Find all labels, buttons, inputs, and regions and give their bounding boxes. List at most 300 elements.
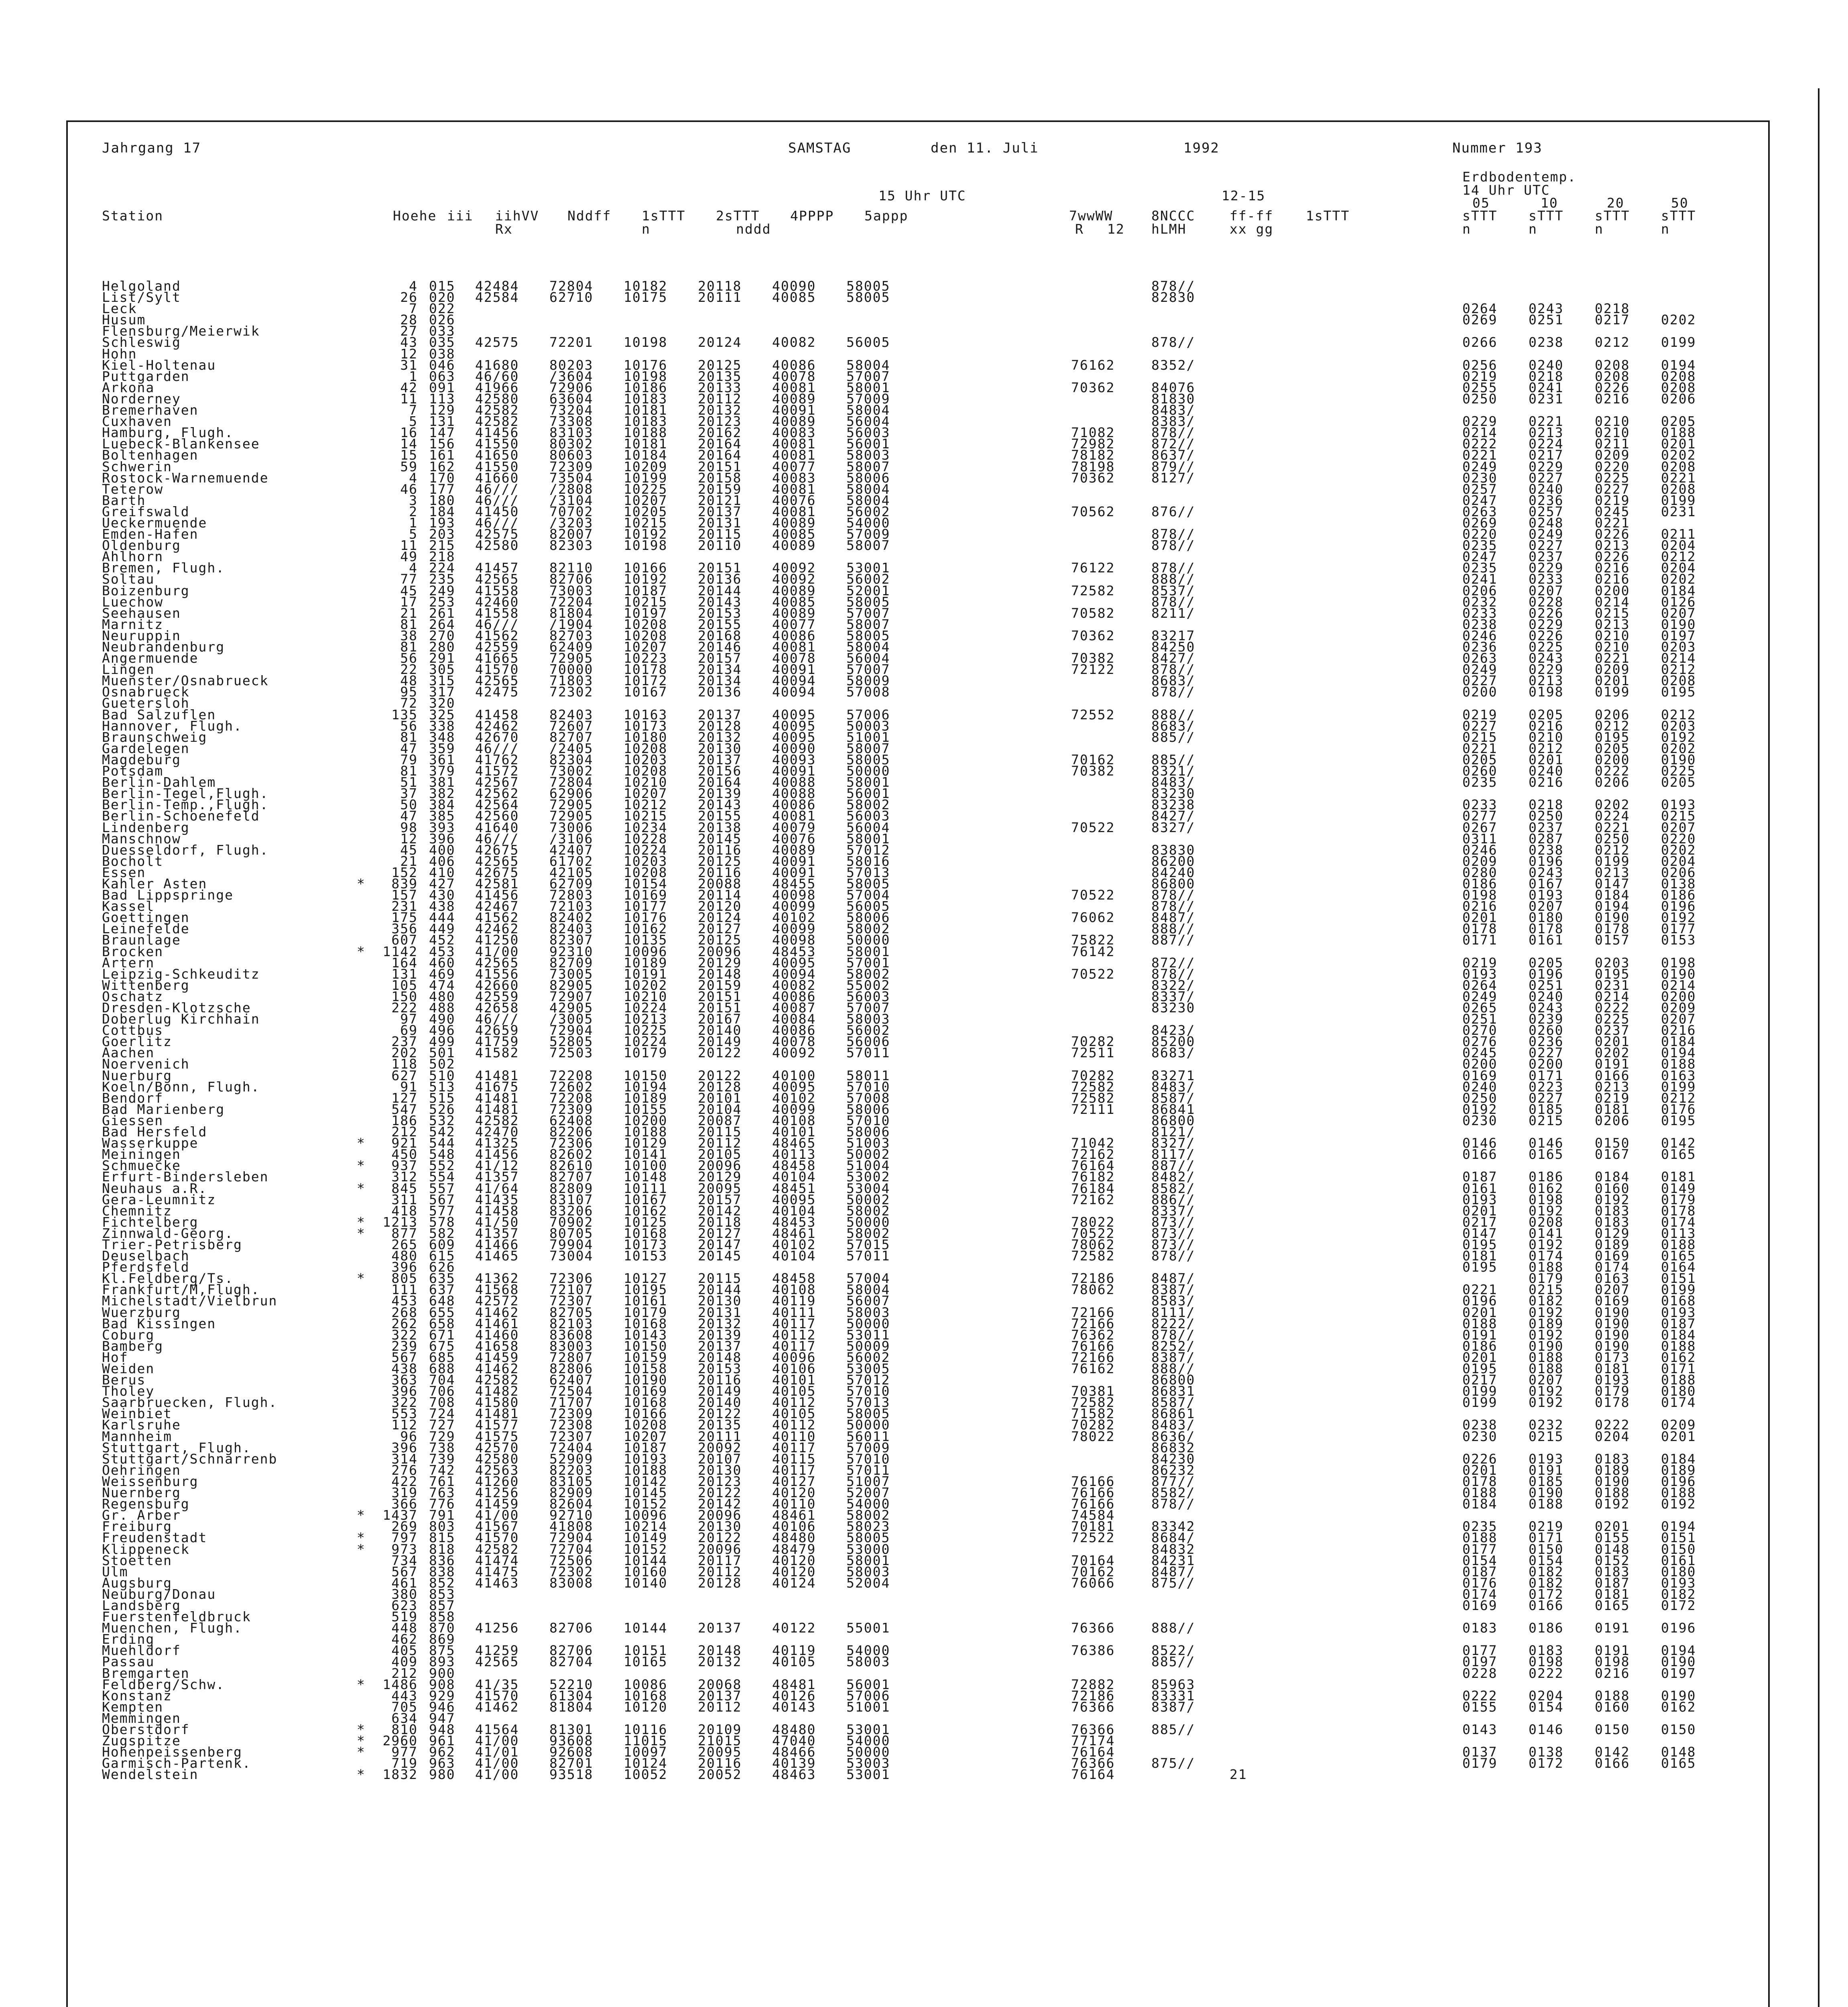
group-5appp: 56002 xyxy=(846,1022,890,1038)
group-1sttt: 10158 xyxy=(624,1361,668,1376)
station-id: 724 xyxy=(429,1406,455,1422)
soil-50: 0199 xyxy=(1661,492,1696,508)
group-2sttt: 20157 xyxy=(698,1191,742,1207)
soil-20: 0178 xyxy=(1595,921,1630,937)
table-row xyxy=(68,1563,1768,1580)
station-name: Bremgarten xyxy=(102,1665,190,1681)
group-nddff: 92608 xyxy=(549,1744,594,1760)
group-7wwww: 76366 xyxy=(1071,1699,1115,1715)
group-2sttt: 20109 xyxy=(698,1722,742,1737)
station-id: 688 xyxy=(429,1361,455,1376)
soil-10: 0218 xyxy=(1529,368,1564,384)
col-soil-10: sTTT xyxy=(1529,208,1564,224)
station-id: 946 xyxy=(429,1699,455,1715)
group-4pppp: 40104 xyxy=(772,1169,816,1185)
soil-05: 0195 xyxy=(1462,1236,1498,1252)
group-4pppp: 48481 xyxy=(772,1676,816,1692)
soil-50: 0208 xyxy=(1661,368,1696,384)
soil-10: 0186 xyxy=(1529,1169,1564,1185)
station-id: 249 xyxy=(429,582,455,598)
group-4pppp: 40105 xyxy=(772,1654,816,1670)
group-2sttt: 20087 xyxy=(698,1112,742,1128)
group-8nccc: 86831 xyxy=(1151,1383,1195,1399)
soil-10: 0193 xyxy=(1529,887,1564,903)
soil-20: 0208 xyxy=(1595,357,1630,373)
group-8nccc: 888// xyxy=(1151,921,1195,937)
station-height: 157 xyxy=(391,887,418,903)
group-nddff: 72905 xyxy=(549,650,594,666)
soil-50: 0212 xyxy=(1661,662,1696,678)
station-id: 685 xyxy=(429,1349,455,1365)
soil-10: 0228 xyxy=(1529,594,1564,610)
group-nddff: 70702 xyxy=(549,503,594,519)
soil-50: 0207 xyxy=(1661,819,1696,835)
group-nddff: 72404 xyxy=(549,1439,594,1455)
group-8nccc: 887// xyxy=(1151,1158,1195,1174)
group-1sttt: 10183 xyxy=(624,391,668,407)
group-5appp: 57010 xyxy=(846,1112,890,1128)
soil-20: 0148 xyxy=(1595,1541,1630,1557)
table-row xyxy=(68,1329,1768,1341)
soil-05: 0166 xyxy=(1462,1146,1498,1162)
station-name: Leipzig-Schkeuditz xyxy=(102,966,260,982)
group-2sttt: 20146 xyxy=(698,639,742,655)
group-iihvv: 41/00 xyxy=(475,943,519,959)
soil-50: 0165 xyxy=(1661,1146,1696,1162)
group-7wwww: 70381 xyxy=(1071,1383,1115,1399)
group-4pppp: 40101 xyxy=(772,1124,816,1140)
group-nddff: 82704 xyxy=(549,1654,594,1670)
group-iihvv: 41461 xyxy=(475,1315,519,1331)
station-name: Nuernberg xyxy=(102,1485,181,1501)
group-iihvv: 42582 xyxy=(475,1372,519,1388)
group-2sttt: 20159 xyxy=(698,481,742,497)
group-8nccc: 8427/ xyxy=(1151,650,1195,666)
soil-05: 0205 xyxy=(1462,751,1498,767)
soil-20: 0199 xyxy=(1595,853,1630,869)
group-2sttt: 20148 xyxy=(698,1349,742,1365)
group-8nccc: 8583/ xyxy=(1151,1293,1195,1309)
group-8nccc: 84250 xyxy=(1151,639,1195,655)
station-name: Klippeneck xyxy=(102,1541,190,1557)
group-2sttt: 20132 xyxy=(698,729,742,745)
station-height: 443 xyxy=(391,1687,418,1704)
group-nddff: 93608 xyxy=(549,1733,594,1749)
group-7wwww: 76386 xyxy=(1071,1643,1115,1659)
station-height: 164 xyxy=(391,955,418,971)
group-2sttt: 20134 xyxy=(698,662,742,678)
station-name: Potsdam xyxy=(102,763,164,779)
soil-20: 0163 xyxy=(1595,1270,1630,1286)
station-name: Manschnow xyxy=(102,830,181,847)
group-8nccc: 878// xyxy=(1151,662,1195,678)
station-id: 502 xyxy=(429,1056,455,1072)
soil-20: 0190 xyxy=(1595,1304,1630,1320)
soil-20: 0192 xyxy=(1595,1191,1630,1207)
group-4pppp: 40089 xyxy=(772,605,816,621)
station-id: 615 xyxy=(429,1248,455,1264)
soil-10: 0240 xyxy=(1529,481,1564,497)
soil-05: 0245 xyxy=(1462,1045,1498,1061)
station-height: 322 xyxy=(391,1327,418,1343)
soil-20: 0219 xyxy=(1595,492,1630,508)
soil-50: 0203 xyxy=(1661,639,1696,655)
group-iihvv: 42575 xyxy=(475,526,519,542)
group-5appp: 58011 xyxy=(846,1067,890,1083)
station-name: Bocholt xyxy=(102,853,164,869)
station-height: 839 xyxy=(391,875,418,892)
station-height: 81 xyxy=(400,763,418,779)
station-name: Barth xyxy=(102,492,146,508)
group-iihvv: 41259 xyxy=(475,1643,519,1659)
station-name: Ahlhorn xyxy=(102,549,164,565)
group-5appp: 58001 xyxy=(846,774,890,790)
station-name: Bad Hersfeld xyxy=(102,1124,207,1140)
soil-50: 0195 xyxy=(1661,684,1696,700)
station-name: Kl.Feldberg/Ts. xyxy=(102,1270,234,1286)
soil-10: 0229 xyxy=(1529,458,1564,474)
soil-depth-05: 05 xyxy=(1472,195,1490,211)
station-height: 363 xyxy=(391,1372,418,1388)
group-1sttt: 10184 xyxy=(624,447,668,463)
station-id: 870 xyxy=(429,1620,455,1636)
soil-10: 0224 xyxy=(1529,436,1564,452)
group-1sttt: 10181 xyxy=(624,402,668,418)
group-4pppp: 40096 xyxy=(772,1349,816,1365)
group-iihvv: 42580 xyxy=(475,1451,519,1467)
group-nddff: 93518 xyxy=(549,1767,594,1783)
group-iihvv: 41325 xyxy=(475,1135,519,1151)
station-name: Weinbiet xyxy=(102,1406,172,1422)
group-5appp: 58007 xyxy=(846,616,890,632)
group-2sttt: 20122 xyxy=(698,1045,742,1061)
soil-05: 0186 xyxy=(1462,875,1498,892)
soil-50: 0190 xyxy=(1661,616,1696,632)
station-id: 635 xyxy=(429,1270,455,1286)
group-iihvv: 41462 xyxy=(475,1304,519,1320)
soil-50: 0214 xyxy=(1661,650,1696,666)
station-name: Husum xyxy=(102,312,146,328)
station-id: 410 xyxy=(429,864,455,880)
soil-50: 0165 xyxy=(1661,1755,1696,1771)
station-id: 480 xyxy=(429,988,455,1004)
soil-10: 0190 xyxy=(1529,1485,1564,1501)
group-nddff: 62407 xyxy=(549,1372,594,1388)
group-5appp: 52007 xyxy=(846,1485,890,1501)
group-1sttt: 10148 xyxy=(624,1169,668,1185)
soil-10: 0198 xyxy=(1529,1191,1564,1207)
soil-10: 0191 xyxy=(1529,1462,1564,1478)
soil-10: 0146 xyxy=(1529,1722,1564,1737)
group-4pppp: 40078 xyxy=(772,1034,816,1050)
soil-10: 0188 xyxy=(1529,1496,1564,1512)
group-nddff: 72302 xyxy=(549,1563,594,1580)
table-row xyxy=(68,1575,1768,1591)
soil-05: 0230 xyxy=(1462,1428,1498,1444)
table-row xyxy=(68,447,1768,463)
soil-10: 0237 xyxy=(1529,819,1564,835)
group-8nccc: 8582/ xyxy=(1151,1180,1195,1196)
group-8nccc: 8337/ xyxy=(1151,988,1195,1004)
soil-10: 0232 xyxy=(1529,1417,1564,1433)
soil-50: 0162 xyxy=(1661,1699,1696,1715)
group-nddff: 72201 xyxy=(549,334,594,350)
table-row xyxy=(68,1733,1768,1749)
station-id: 515 xyxy=(429,1090,455,1106)
station-name: Luechow xyxy=(102,594,164,610)
group-1sttt: 10199 xyxy=(624,470,668,486)
group-1sttt: 10086 xyxy=(624,1676,668,1692)
soil-05: 0206 xyxy=(1462,582,1498,598)
group-2sttt: 20115 xyxy=(698,526,742,542)
soil-20: 0210 xyxy=(1595,627,1630,643)
group-4pppp: 48458 xyxy=(772,1270,816,1286)
soil-20: 0250 xyxy=(1595,830,1630,847)
group-iihvv: 41256 xyxy=(475,1620,519,1636)
station-name: Wasserkuppe xyxy=(102,1135,199,1151)
table-row xyxy=(68,1081,1768,1093)
column-header xyxy=(68,164,1768,269)
station-height: 265 xyxy=(391,1236,418,1252)
soil-20: 0190 xyxy=(1595,1315,1630,1331)
station-id: 264 xyxy=(429,616,455,632)
station-name: Bremerhaven xyxy=(102,402,199,418)
group-8nccc: 885// xyxy=(1151,751,1195,767)
soil-20: 0187 xyxy=(1595,1575,1630,1591)
group-2sttt: 20159 xyxy=(698,977,742,993)
group-4pppp: 40120 xyxy=(772,1552,816,1568)
group-iihvv: 41570 xyxy=(475,662,519,678)
group-iihvv: 41/01 xyxy=(475,1744,519,1760)
group-iihvv: 46/// xyxy=(475,492,519,508)
soil-10: 0150 xyxy=(1529,1541,1564,1557)
group-nddff: 72607 xyxy=(549,718,594,734)
station-name: Hof xyxy=(102,1349,128,1365)
soil-20: 0190 xyxy=(1595,1327,1630,1343)
station-height: 56 xyxy=(400,718,418,734)
group-7wwww: 76164 xyxy=(1071,1767,1115,1783)
group-nddff: 72804 xyxy=(549,278,594,294)
table-row xyxy=(68,1755,1768,1771)
soil-05: 0195 xyxy=(1462,1361,1498,1376)
issue-number: Nummer 193 xyxy=(1452,140,1543,156)
station-name: Cuxhaven xyxy=(102,413,172,429)
station-name: Goerlitz xyxy=(102,1034,172,1050)
station-id: 180 xyxy=(429,492,455,508)
col-group5: 5appp xyxy=(864,208,909,224)
soil-05: 0179 xyxy=(1462,1755,1498,1771)
group-4pppp: 40089 xyxy=(772,842,816,858)
station-name: Deuselbach xyxy=(102,1248,190,1264)
group-nddff: 62906 xyxy=(549,786,594,802)
station-name: Bad Marienberg xyxy=(102,1101,225,1117)
soil-05: 0193 xyxy=(1462,966,1498,982)
station-name: Gera-Leumnitz xyxy=(102,1191,216,1207)
table-row xyxy=(68,1126,1768,1138)
station-height: 37 xyxy=(400,786,418,802)
group-5appp: 53001 xyxy=(846,1722,890,1737)
soil-10: 0193 xyxy=(1529,1451,1564,1467)
group-2sttt: 20162 xyxy=(698,425,742,441)
group-iihvv: 41481 xyxy=(475,1406,519,1422)
group-iihvv: 41466 xyxy=(475,1236,519,1252)
group-8nccc: 8636/ xyxy=(1151,1428,1195,1444)
soil-10: 0215 xyxy=(1529,1282,1564,1298)
group-4pppp: 40085 xyxy=(772,289,816,305)
soil-10: 0221 xyxy=(1529,413,1564,429)
soil-20: 0213 xyxy=(1595,537,1630,554)
group-iihvv: 41456 xyxy=(475,887,519,903)
group-1sttt: 10225 xyxy=(624,481,668,497)
station-id: 033 xyxy=(429,323,455,339)
mountain-flag: * xyxy=(357,1135,366,1151)
group-iihvv: 42565 xyxy=(475,1654,519,1670)
group-nddff: 83103 xyxy=(549,425,594,441)
group-iihvv: 42675 xyxy=(475,842,519,858)
group-8nccc: 8117/ xyxy=(1151,1146,1195,1162)
soil-05: 0257 xyxy=(1462,481,1498,497)
group-nddff: 82307 xyxy=(549,932,594,948)
soil-temp-title: Erdbodentemp. xyxy=(1462,169,1577,185)
station-height: 322 xyxy=(391,1394,418,1411)
station-name: Soltau xyxy=(102,571,155,587)
group-2sttt: 20138 xyxy=(698,819,742,835)
station-name: Neubrandenburg xyxy=(102,639,225,655)
soil-10: 0243 xyxy=(1529,301,1564,317)
group-1sttt: 10190 xyxy=(624,1372,668,1388)
group-5appp: 55002 xyxy=(846,977,890,993)
station-id: 548 xyxy=(429,1146,455,1162)
station-height: 311 xyxy=(391,1191,418,1207)
station-name: Pferdsfeld xyxy=(102,1259,190,1275)
table-row xyxy=(68,1746,1768,1758)
station-height: 1 xyxy=(409,515,418,531)
volume-label: Jahrgang 17 xyxy=(102,140,201,156)
table-row xyxy=(68,492,1768,508)
soil-50: 0194 xyxy=(1661,1518,1696,1535)
soil-05: 0219 xyxy=(1462,368,1498,384)
station-id: 803 xyxy=(429,1518,455,1535)
group-8nccc: 873// xyxy=(1151,1236,1195,1252)
table-row xyxy=(68,278,1768,294)
station-name: Helgoland xyxy=(102,278,181,294)
station-name: Feldberg/Schw. xyxy=(102,1676,225,1692)
group-5appp: 57008 xyxy=(846,1090,890,1106)
binding-rule xyxy=(1818,88,1820,2007)
group-nddff: 83008 xyxy=(549,1575,594,1591)
group-5appp: 57013 xyxy=(846,864,890,880)
group-iihvv: 41450 xyxy=(475,503,519,519)
soil-50: 0201 xyxy=(1661,1428,1696,1444)
soil-05: 0188 xyxy=(1462,1530,1498,1546)
group-1sttt: 10189 xyxy=(624,1090,668,1106)
station-id: 706 xyxy=(429,1383,455,1399)
soil-10: 0217 xyxy=(1529,447,1564,463)
soil-10: 0216 xyxy=(1529,718,1564,734)
soil-50: 0202 xyxy=(1661,312,1696,328)
group-2sttt: 20112 xyxy=(698,1699,742,1715)
soil-05: 0184 xyxy=(1462,1496,1498,1512)
table-row xyxy=(68,517,1768,529)
group-2sttt: 20096 xyxy=(698,1158,742,1174)
group-7wwww: 70162 xyxy=(1071,1563,1115,1580)
group-iihvv: 41256 xyxy=(475,1485,519,1501)
group-2sttt: 20116 xyxy=(698,1372,742,1388)
station-height: 4 xyxy=(409,470,418,486)
station-id: 469 xyxy=(429,966,455,982)
soil-10: 0166 xyxy=(1529,1597,1564,1613)
group-1sttt: 10209 xyxy=(624,458,668,474)
soil-20: 0200 xyxy=(1595,582,1630,598)
station-name: Kahler Asten xyxy=(102,875,207,892)
station-height: 627 xyxy=(391,1067,418,1083)
table-row xyxy=(68,1180,1768,1196)
station-id: 980 xyxy=(429,1767,455,1783)
group-4pppp: 40083 xyxy=(772,425,816,441)
group-nddff: 70000 xyxy=(549,662,594,678)
station-id: 729 xyxy=(429,1428,455,1444)
group-7wwww: 76366 xyxy=(1071,1755,1115,1771)
group-8nccc: 8637/ xyxy=(1151,447,1195,463)
station-height: 21 xyxy=(400,853,418,869)
station-name: Dresden-Klotzsche xyxy=(102,1000,251,1016)
soil-10: 0192 xyxy=(1529,1236,1564,1252)
soil-50: 0180 xyxy=(1661,1383,1696,1399)
group-2sttt: 20131 xyxy=(698,1304,742,1320)
station-id: 671 xyxy=(429,1327,455,1343)
group-nddff: 72803 xyxy=(549,887,594,903)
soil-10: 0200 xyxy=(1529,1056,1564,1072)
group-5appp: 58003 xyxy=(846,447,890,463)
group-5appp: 58005 xyxy=(846,1406,890,1422)
group-5appp: 58003 xyxy=(846,1304,890,1320)
soil-05: 0246 xyxy=(1462,842,1498,858)
group-iihvv: 41660 xyxy=(475,470,519,486)
group-7wwww: 78022 xyxy=(1071,1214,1115,1230)
station-name: Arkona xyxy=(102,379,155,395)
station-id: 963 xyxy=(429,1755,455,1771)
soil-10: 0201 xyxy=(1529,751,1564,767)
col-ffff-sub: xx gg xyxy=(1230,221,1274,237)
group-iihvv: 41966 xyxy=(475,379,519,395)
station-height: 973 xyxy=(391,1541,418,1557)
group-5appp: 58001 xyxy=(846,830,890,847)
group-2sttt: 20114 xyxy=(698,887,742,903)
group-1sttt: 10140 xyxy=(624,1575,668,1591)
group-2sttt: 20092 xyxy=(698,1439,742,1455)
group-2sttt: 20145 xyxy=(698,1248,742,1264)
group-nddff: 80705 xyxy=(549,1225,594,1241)
group-5appp: 58009 xyxy=(846,673,890,689)
soil-50: 0214 xyxy=(1661,977,1696,993)
group-5appp: 50002 xyxy=(846,1191,890,1207)
col-group2-sub: nddd xyxy=(736,221,771,237)
group-2sttt: 20122 xyxy=(698,1530,742,1546)
table-row xyxy=(68,1419,1768,1431)
group-1sttt: 10168 xyxy=(624,1394,668,1411)
group-8nccc: 8222/ xyxy=(1151,1315,1195,1331)
group-5appp: 50003 xyxy=(846,718,890,734)
station-id: 317 xyxy=(429,684,455,700)
group-4pppp: 40085 xyxy=(772,526,816,542)
group-1sttt: 10193 xyxy=(624,1451,668,1467)
soil-05: 0195 xyxy=(1462,1259,1498,1275)
group-2sttt: 20123 xyxy=(698,1473,742,1489)
group-4pppp: 48453 xyxy=(772,943,816,959)
group-nddff: 73006 xyxy=(549,819,594,835)
group-2sttt: 20135 xyxy=(698,1417,742,1433)
soil-10: 0185 xyxy=(1529,1473,1564,1489)
